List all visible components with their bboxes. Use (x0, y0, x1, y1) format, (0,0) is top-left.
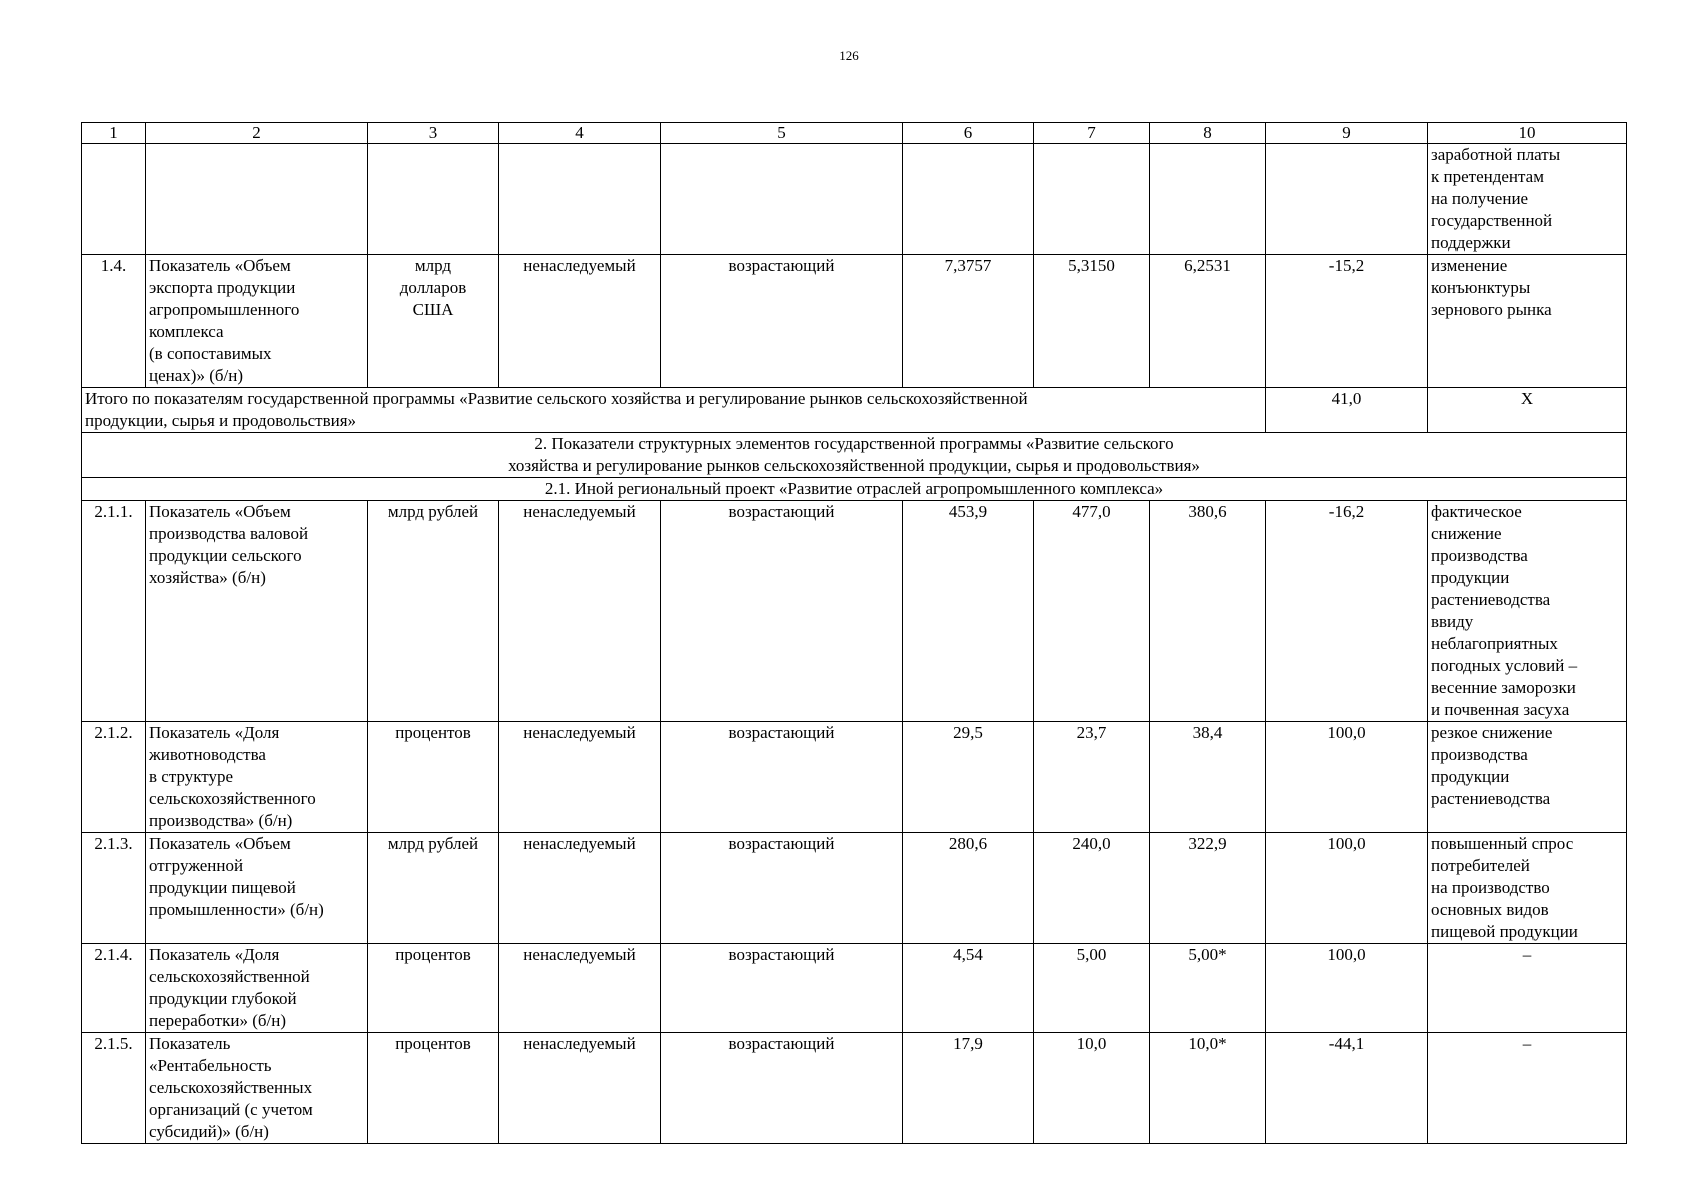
unit-cell: млрд рублей (368, 833, 499, 944)
value-col8: 380,6 (1150, 501, 1266, 722)
note-cell: резкое снижение производства продукции растениеводства (1428, 722, 1627, 833)
value-col7: 477,0 (1034, 501, 1150, 722)
table-row (82, 722, 1627, 833)
column-header: 7 (1034, 123, 1150, 144)
total-mark: Х (1428, 388, 1627, 433)
value-col6: 280,6 (903, 833, 1034, 944)
column-header: 2 (146, 123, 368, 144)
note-cell: изменение конъюнктуры зернового рынка (1428, 255, 1627, 388)
value-col8: 322,9 (1150, 833, 1266, 944)
section-2-1-title: 2.1. Иной региональный проект «Развитие отраслей агропромышленного комплекса» (82, 478, 1627, 501)
direction-cell: возрастающий (661, 722, 903, 833)
unit-cell: процентов (368, 1033, 499, 1144)
section-2-title: 2. Показатели структурных элементов государственной программы «Развитие сельского хозяйства и регулирование рынков сельскохозяйственной продукции, сырья и продовольствия» (82, 433, 1627, 478)
type-cell: ненаследуемый (499, 833, 661, 944)
value-col6: 7,3757 (903, 255, 1034, 388)
type-cell: ненаследуемый (499, 944, 661, 1033)
note-cell: фактическое снижение производства продукции растениеводства ввиду неблагоприятных погодных условий – весенние заморозки и почвенная засуха (1428, 501, 1627, 722)
note-cell: – (1428, 944, 1627, 1033)
row-number: 2.1.5. (82, 1033, 146, 1144)
indicator-name: Показатель «Доля сельскохозяйственной продукции глубокой переработки» (б/н) (146, 944, 368, 1033)
value-col7: 240,0 (1034, 833, 1150, 944)
type-cell: ненаследуемый (499, 255, 661, 388)
column-number-header-row (82, 123, 1627, 144)
type-cell: ненаследуемый (499, 1033, 661, 1144)
value-col9: 100,0 (1266, 722, 1428, 833)
total-row (82, 388, 1627, 433)
unit-cell: млрд долларов США (368, 255, 499, 388)
indicators-table (81, 122, 1627, 1144)
section-2-row (82, 433, 1627, 478)
direction-cell: возрастающий (661, 501, 903, 722)
column-header: 1 (82, 123, 146, 144)
value-col9: -16,2 (1266, 501, 1428, 722)
table-row (82, 255, 1627, 388)
table-row (82, 944, 1627, 1033)
value-col6: 17,9 (903, 1033, 1034, 1144)
note-cell: заработной платы к претендентам на получение государственной поддержки (1428, 144, 1627, 255)
note-cell: – (1428, 1033, 1627, 1144)
value-col7: 23,7 (1034, 722, 1150, 833)
direction-cell: возрастающий (661, 944, 903, 1033)
column-header: 10 (1428, 123, 1627, 144)
column-header: 5 (661, 123, 903, 144)
direction-cell: возрастающий (661, 833, 903, 944)
table-row (82, 1033, 1627, 1144)
type-cell: ненаследуемый (499, 722, 661, 833)
column-header: 8 (1150, 123, 1266, 144)
value-col7: 5,00 (1034, 944, 1150, 1033)
value-col9: -44,1 (1266, 1033, 1428, 1144)
page-number: 126 (839, 48, 859, 63)
unit-cell: млрд рублей (368, 501, 499, 722)
row-number: 2.1.3. (82, 833, 146, 944)
direction-cell: возрастающий (661, 1033, 903, 1144)
column-header: 3 (368, 123, 499, 144)
value-col8: 5,00* (1150, 944, 1266, 1033)
type-cell: ненаследуемый (499, 501, 661, 722)
indicator-name: Показатель «Объем экспорта продукции агропромышленного комплекса (в сопоставимых ценах)» (б/н) (146, 255, 368, 388)
indicator-name: Показатель «Рентабельность сельскохозяйственных организаций (с учетом субсидий)» (б/н) (146, 1033, 368, 1144)
table-row (82, 501, 1627, 722)
indicator-name: Показатель «Доля животноводства в структуре сельскохозяйственного производства» (б/н) (146, 722, 368, 833)
column-header: 6 (903, 123, 1034, 144)
row-number: 2.1.1. (82, 501, 146, 722)
value-col7: 10,0 (1034, 1033, 1150, 1144)
unit-cell: процентов (368, 722, 499, 833)
indicator-name: Показатель «Объем отгруженной продукции пищевой промышленности» (б/н) (146, 833, 368, 944)
table-row (82, 833, 1627, 944)
value-col6: 4,54 (903, 944, 1034, 1033)
unit-cell: процентов (368, 944, 499, 1033)
value-col9: 100,0 (1266, 944, 1428, 1033)
value-col6: 453,9 (903, 501, 1034, 722)
value-col8: 10,0* (1150, 1033, 1266, 1144)
value-col9: 100,0 (1266, 833, 1428, 944)
value-col6: 29,5 (903, 722, 1034, 833)
direction-cell: возрастающий (661, 255, 903, 388)
section-2-1-row (82, 478, 1627, 501)
row-number: 2.1.4. (82, 944, 146, 1033)
value-col8: 38,4 (1150, 722, 1266, 833)
row-number: 2.1.2. (82, 722, 146, 833)
value-col9: -15,2 (1266, 255, 1428, 388)
total-value: 41,0 (1266, 388, 1428, 433)
column-header: 9 (1266, 123, 1428, 144)
row-number: 1.4. (82, 255, 146, 388)
continuation-row (82, 144, 1627, 255)
indicator-name: Показатель «Объем производства валовой продукции сельского хозяйства» (б/н) (146, 501, 368, 722)
value-col7: 5,3150 (1034, 255, 1150, 388)
column-header: 4 (499, 123, 661, 144)
note-cell: повышенный спрос потребителей на производство основных видов пищевой продукции (1428, 833, 1627, 944)
total-label: Итого по показателям государственной программы «Развитие сельского хозяйства и регулирование рынков сельскохозяйственной продукции, сырья и продовольствия» (82, 388, 1266, 433)
value-col8: 6,2531 (1150, 255, 1266, 388)
